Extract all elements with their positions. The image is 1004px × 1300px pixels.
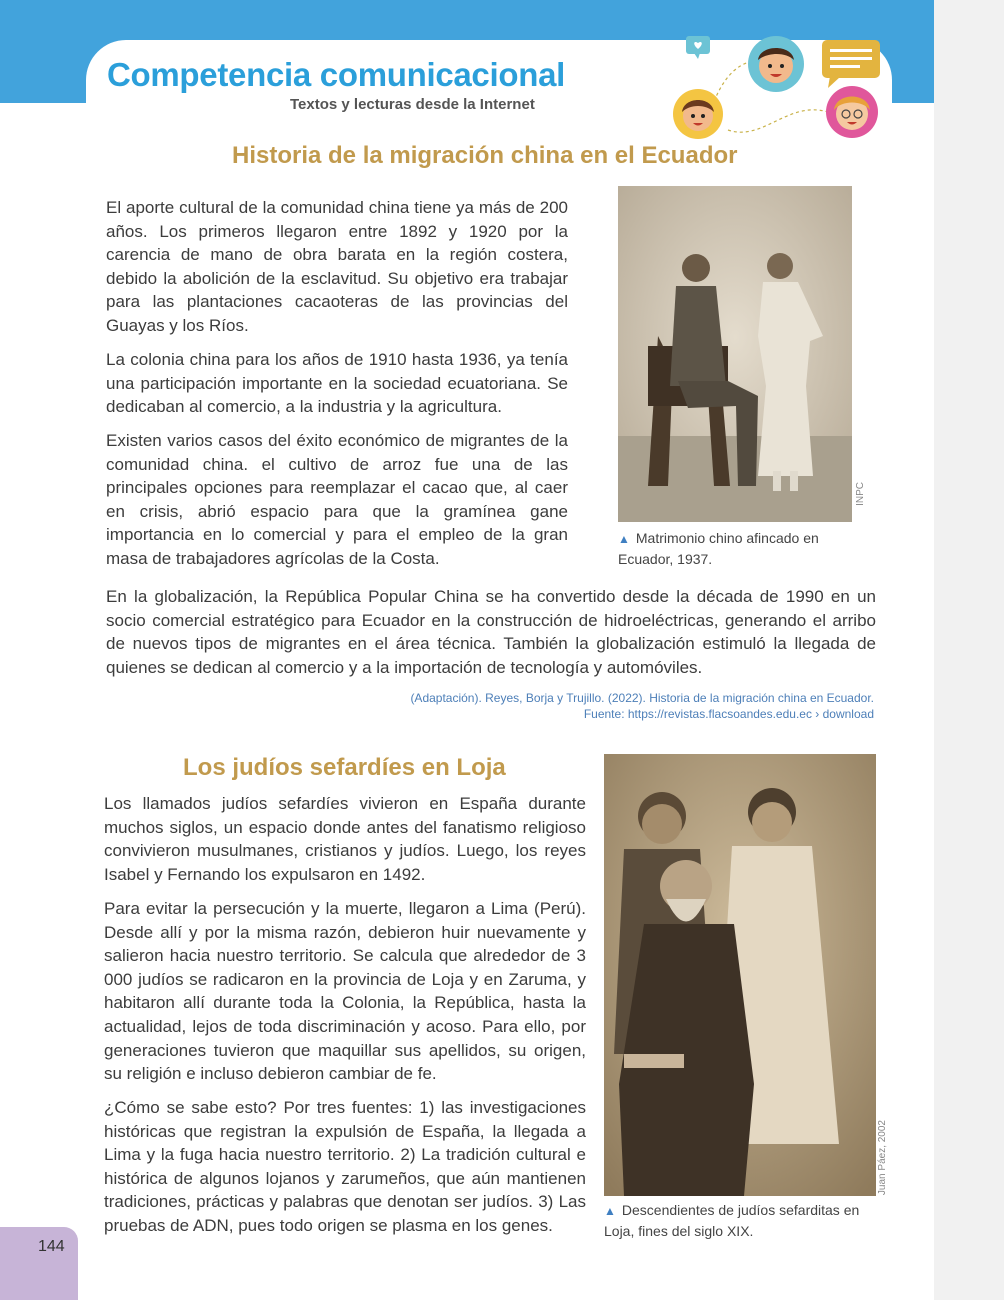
page-number: 144 (38, 1238, 65, 1255)
article-paragraph: La colonia china para los años de 1910 hasta 1936, ya tenía una participación importante en la sociedad ecuatoriana. Se dedicaban al comercio, a la industria y la agricultura. (106, 350, 568, 417)
article-heading: Los judíos sefardíes en Loja (183, 754, 506, 781)
photo-chinese-couple (618, 186, 852, 522)
photo-caption (604, 1200, 884, 1241)
source-line: (Adaptación). Reyes, Borja y Trujillo. (2022). Historia de la migración china en Ecuador. (410, 691, 874, 705)
article-heading: Historia de la migración china en el Ecuador (232, 142, 738, 169)
photo-caption-text: Matrimonio chino afincado en Ecuador, 1937. (618, 530, 819, 567)
header-illustration (668, 30, 888, 145)
photo-caption-text: Descendientes de judíos sefarditas en Loja, fines del siglo XIX. (604, 1202, 860, 1239)
heart-bubble-icon (686, 36, 710, 59)
article-paragraph: Los llamados judíos sefardíes vivieron en España durante muchos siglos, un espacio donde antes del fanatismo religioso convivieron musulmanes, cristianos y judíos. Luego, los reyes Isabel y Fernando los expulsaron en 1492. (104, 794, 586, 884)
caption-triangle-icon: ▲ (604, 1204, 616, 1218)
page-title: Competencia comunicacional (107, 56, 565, 93)
page-edge (934, 0, 1004, 1300)
boy-avatar-icon (748, 36, 804, 92)
article-paragraph: Existen varios casos del éxito económico de migrantes de la comunidad china. el cultivo de arroz fue una de las principales opciones para reemplazar el cacao que, al caer en crisis, abrió espacio para que la gramínea gane importancia en lo comercial y para el empleo de la gran masa de trabajadores agrícolas de la Costa. (106, 431, 568, 568)
article-paragraph: El aporte cultural de la comunidad china tiene ya más de 200 años. Los primeros llegaron entre 1892 y 1920 por la carencia de mano de obra barata en la región costera, debido la abolición de la esclavitud. Su objetivo era trabajar para las plantaciones cacaoteras de las provincias del Guayas y los Ríos. (106, 198, 568, 335)
photo-credit: INPC (855, 482, 866, 506)
chat-bubble-icon (822, 40, 880, 88)
article-paragraph: Para evitar la persecución y la muerte, llegaron a Lima (Perú). Desde allí y por la misma razón, debieron huir nuevamente y salieron hacia nuestro territorio. Se calcula que alrededor de 3 000 judíos se radicaron en la provincia de Loja y en Zaruma, y habitaron allí durante toda la Colonia, la República, hasta la actualidad, lejos de toda discriminación y acoso. Para ello, por generaciones tuvieron que maquillar sus apellidos, su origen, su religión e incluso debieron cambiar de fe. (104, 899, 586, 1084)
article-paragraph: ¿Cómo se sabe esto? Por tres fuentes: 1) las investigaciones históricas que registran la expulsión de España, la llegada a Lima y la fuga hacia nuestro territorio. 2) La tradición cultural e histórica de algunos lojanos y zarumeños, que aún mantienen tradiciones, prácticas y palabras que denotan ser judíos. 3) Las pruebas de ADN, pues todo origen se plasma en los genes. (104, 1098, 586, 1235)
page-subtitle: Textos y lecturas desde la Internet (290, 96, 535, 113)
source-line: Fuente: https://revistas.flacsoandes.edu.ec › download (583, 707, 874, 721)
article-paragraph: En la globalización, la República Popular China se ha convertido desde la década de 1990 en un socio comercial estratégico para Ecuador en la construcción de hidroeléctricas, generando el arribo de nuevos tipos de migrantes en el área técnica. También la globalización estimuló la llegada de quienes se dedican al comercio y a la importación de tecnología y automóviles. (106, 587, 876, 677)
girl-avatar-icon (673, 89, 723, 139)
photo-credit: Juan Páez, 2002 (877, 1120, 888, 1196)
girl-avatar-icon (826, 86, 878, 138)
photo-sephardic-family (604, 754, 876, 1196)
caption-triangle-icon: ▲ (618, 532, 630, 546)
source-citation (410, 690, 874, 722)
photo-caption (618, 528, 858, 569)
